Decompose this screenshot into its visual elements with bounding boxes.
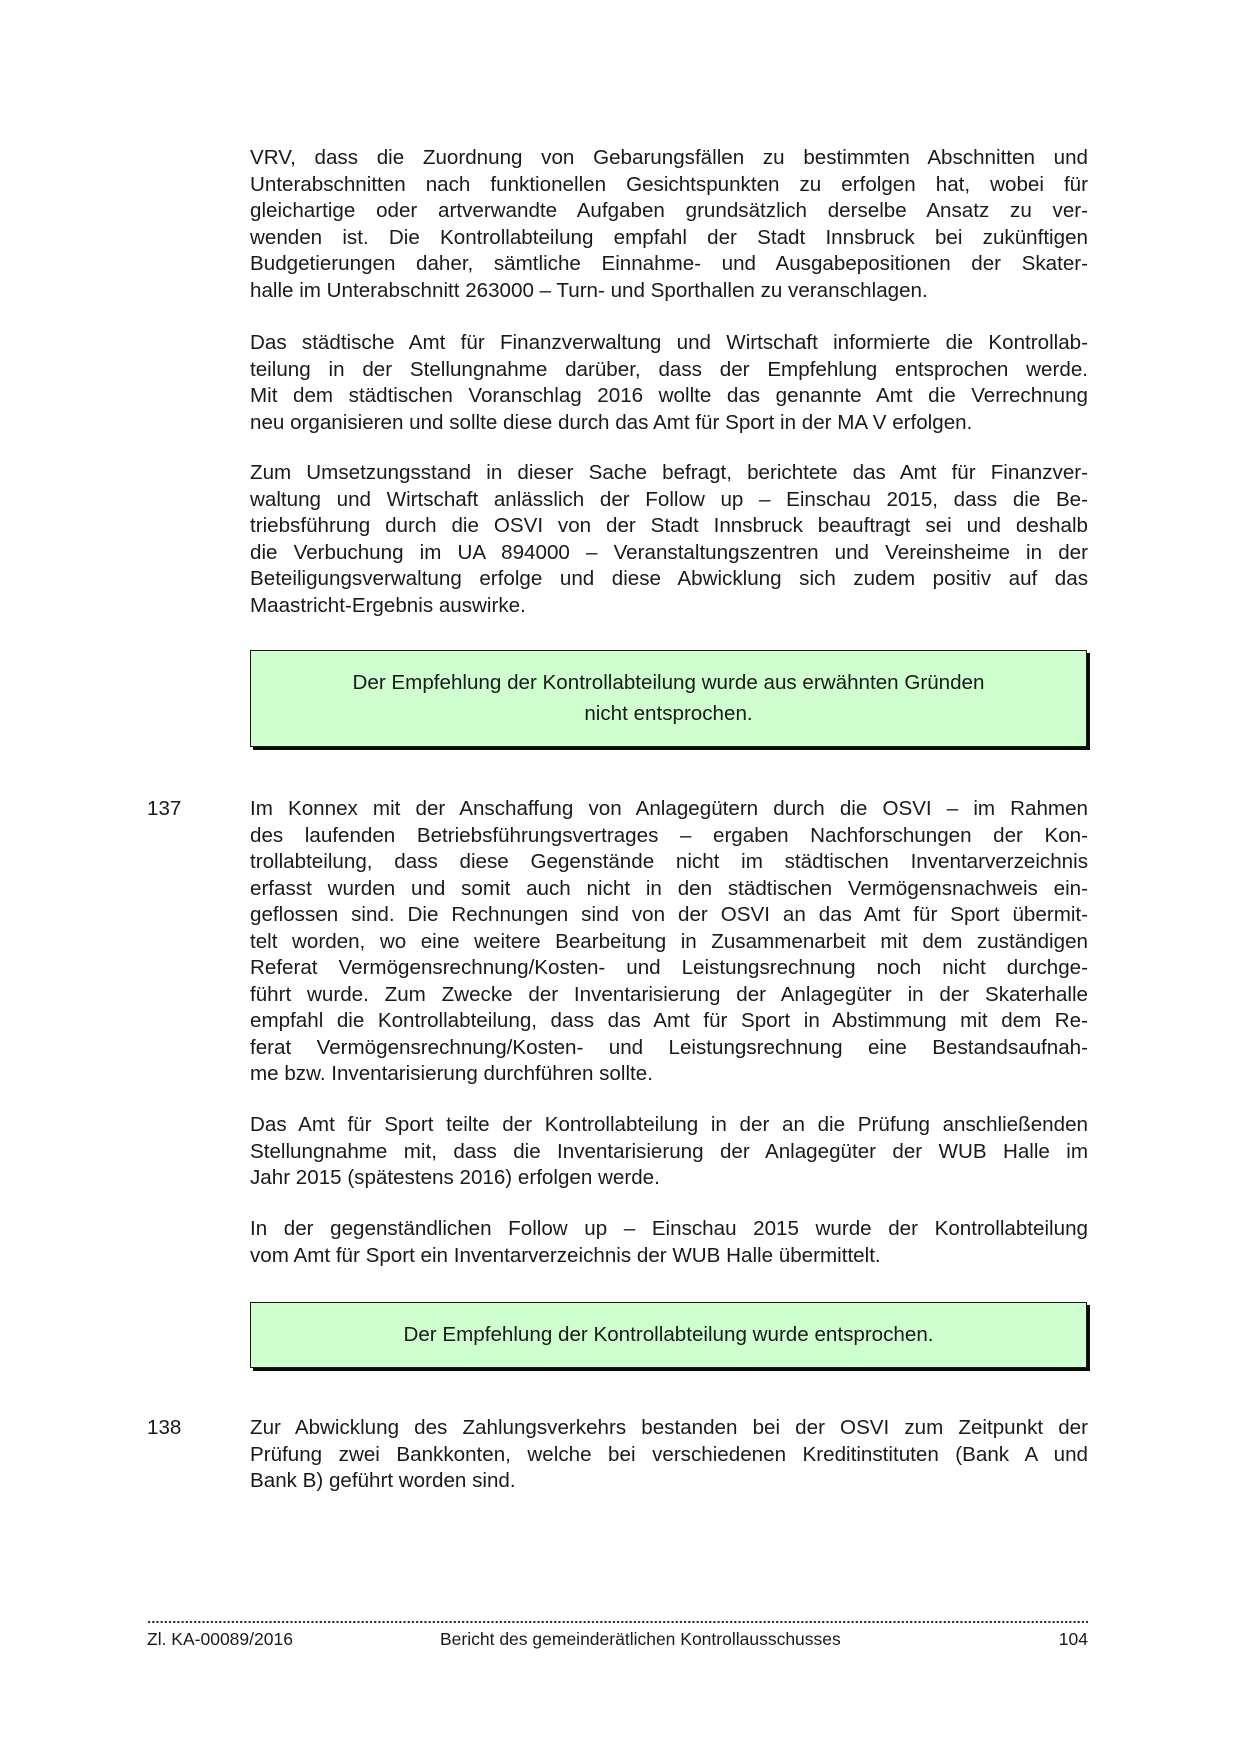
result-text: Der Empfehlung der Kontrollabteilung wurde aus erwähnten Gründen <box>352 671 985 694</box>
document-reference: Zl. KA-00089/2016 <box>147 1629 293 1649</box>
text-line: Beteiligungsverwaltung erfolge und diese Abwicklung sich zudem positiv auf das <box>250 567 1088 590</box>
text-line: teilung in der Stellungnahme darüber, dass der Empfehlung entsprochen werde. <box>250 357 1088 381</box>
text-line: Zum Umsetzungsstand in dieser Sache befragt, berichtete das Amt für Finanzver- <box>250 461 1088 484</box>
text-line: In der gegenständlichen Follow up – Einschau 2015 wurde der Kontrollabteilung <box>250 1217 1088 1240</box>
text-line: erfasst wurden und somit auch nicht in den städtischen Vermögensnachweis ein- <box>250 876 1088 900</box>
report-title: Bericht des gemeinderätlichen Kontrollausschusses <box>440 1629 841 1649</box>
text-line: Prüfung zwei Bankkonten, welche bei verschiedenen Kreditinstituten (Bank A und <box>250 1442 1088 1466</box>
text-line: Mit dem städtischen Voranschlag 2016 wollte das genannte Amt die Verrechnung <box>250 384 1088 407</box>
text-line: Referat Vermögensrechnung/Kosten- und Leistungsrechnung noch nicht durchge- <box>250 956 1088 979</box>
text-line: halle im Unterabschnitt 263000 – Turn- und Sporthallen zu veranschlagen. <box>250 278 928 302</box>
result-box-not-implemented <box>250 650 1087 747</box>
text-line: wenden ist. Die Kontrollabteilung empfahl der Stadt Innsbruck bei zukünftigen <box>250 225 1088 249</box>
text-line: triebsführung durch die OSVI von der Stadt Innsbruck beauftragt sei und deshalb <box>250 514 1088 537</box>
text-line: neu organisieren und sollte diese durch das Amt für Sport in der MA V erfolgen. <box>250 410 973 434</box>
text-line: geflossen sind. Die Rechnungen sind von der OSVI an das Amt für Sport übermit- <box>250 903 1088 926</box>
section-number: 137 <box>147 797 182 820</box>
paragraph <box>250 1415 1088 1495</box>
text-line: Das Amt für Sport teilte der Kontrollabteilung in der an die Prüfung anschließenden <box>250 1113 1088 1136</box>
text-line: Maastricht-Ergebnis auswirke. <box>250 593 526 617</box>
page-number: 104 <box>1058 1629 1088 1649</box>
text-line: Stellungnahme mit, dass die Inventarisierung der Anlagegüter der WUB Halle im <box>250 1139 1088 1163</box>
text-line: führt wurde. Zum Zwecke der Inventarisierung der Anlagegüter in der Skaterhalle <box>250 982 1088 1006</box>
result-box-implemented <box>250 1302 1087 1368</box>
paragraph <box>250 796 1088 1088</box>
text-line: die Verbuchung im UA 894000 – Veranstaltungszentren und Vereinsheime in der <box>250 540 1088 564</box>
text-line: me bzw. Inventarisierung durchführen sollte. <box>250 1062 653 1085</box>
text-line: Unterabschnitten nach funktionellen Gesichtspunkten zu erfolgen hat, wobei für <box>250 172 1088 196</box>
paragraph <box>250 330 1088 436</box>
text-line: empfahl die Kontrollabteilung, dass das Amt für Sport in Abstimmung mit dem Re- <box>250 1009 1088 1032</box>
text-line: des laufenden Betriebsführungsvertrages – ergaben Nachforschungen der Kon- <box>250 823 1088 847</box>
result-text: nicht entsprochen. <box>584 702 753 725</box>
text-line: Jahr 2015 (spätestens 2016) erfolgen werde. <box>250 1166 660 1189</box>
text-line: Bank B) geführt worden sind. <box>250 1469 516 1492</box>
text-line: vom Amt für Sport ein Inventarverzeichnis der WUB Halle übermittelt. <box>250 1243 881 1267</box>
result-text: Der Empfehlung der Kontrollabteilung wurde entsprochen. <box>403 1323 934 1346</box>
text-line: Zur Abwicklung des Zahlungsverkehrs bestanden bei der OSVI zum Zeitpunkt der <box>250 1416 1088 1439</box>
text-line: Budgetierungen daher, sämtliche Einnahme- und Ausgabepositionen der Skater- <box>250 252 1088 275</box>
text-line: gleichartige oder artverwandte Aufgaben grundsätzlich derselbe Ansatz zu ver- <box>250 199 1088 222</box>
text-line: VRV, dass die Zuordnung von Gebarungsfällen zu bestimmten Abschnitten und <box>250 146 1088 169</box>
paragraph <box>250 145 1088 304</box>
text-line: trollabteilung, dass diese Gegenstände nicht im städtischen Inventarverzeichnis <box>250 850 1088 873</box>
text-line: Im Konnex mit der Anschaffung von Anlagegütern durch die OSVI – im Rahmen <box>250 797 1088 820</box>
text-line: telt worden, wo eine weitere Bearbeitung in Zusammenarbeit mit dem zuständigen <box>250 929 1088 953</box>
paragraph <box>250 1216 1088 1269</box>
text-line: waltung und Wirtschaft anlässlich der Follow up – Einschau 2015, dass die Be- <box>250 487 1088 511</box>
footer-divider <box>147 1620 1088 1624</box>
text-line: ferat Vermögensrechnung/Kosten- und Leistungsrechnung eine Bestandsaufnah- <box>250 1035 1088 1059</box>
text-line: Das städtische Amt für Finanzverwaltung und Wirtschaft informierte die Kontrollab- <box>250 331 1088 354</box>
section-number: 138 <box>147 1416 182 1439</box>
paragraph <box>250 1112 1088 1192</box>
paragraph <box>250 460 1088 619</box>
